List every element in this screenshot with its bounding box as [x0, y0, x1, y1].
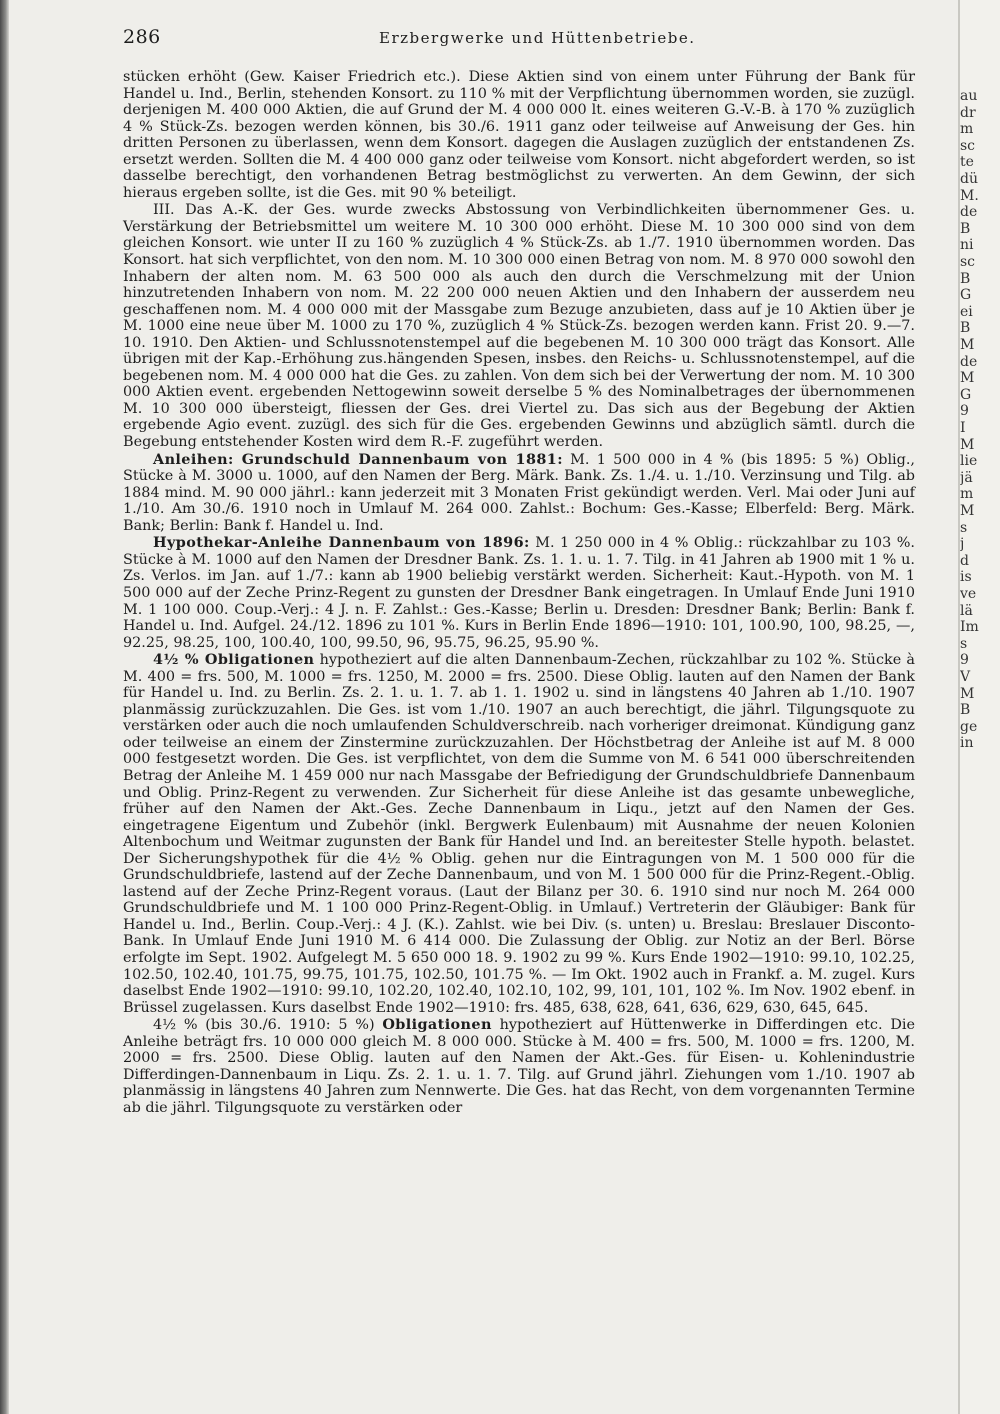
paragraph-text: M. 1 500 000 in 4 % (bis 1895: 5 %) Oblig., Stücke à M. 3000 u. 1000, auf den Namen der Berg. Märk. Bank. Zs. 1./4. u. 1./10. Verzinsung und Tilg. ab 1884 mind. M. 90 000 jährl.: kann jederzeit mit 3 Monaten Frist gekündigt werden. Verl. Mai oder Juni auf 1./10. Am 30./6. 1910 noch in Umlauf M. 264 000. Zahlst.: Bochum: Ges.-Kasse; Elberfeld: Berg. Märk. Bank; Berlin: Bank f. Handel u. Ind.	[123, 451, 916, 534]
adjacent-page-text-fragment: d	[960, 552, 969, 569]
running-title: Erzbergwerke und Hüttenbetriebe.	[379, 29, 696, 47]
adjacent-page-text-fragment: ge	[960, 718, 978, 735]
paragraph-obligationen-1	[123, 652, 915, 1016]
adjacent-page-text-fragment: V	[960, 669, 971, 685]
page-body	[123, 69, 915, 1116]
adjacent-page-text-fragment: M.	[960, 187, 979, 204]
adjacent-page-text-fragment: ni	[960, 237, 974, 254]
adjacent-page-text-fragment: sc	[960, 137, 976, 154]
section-heading: Anleihen: Grundschuld Dannenbaum von 1881:	[153, 450, 563, 468]
section-heading: Hypothekar-Anleihe Dannenbaum von 1896:	[153, 534, 530, 552]
adjacent-page-text-fragment: de	[960, 204, 978, 221]
adjacent-page-text-fragment: sc	[960, 254, 976, 270]
adjacent-page-text-fragment: dr	[960, 104, 976, 121]
paragraph-text: hypotheziert auf Hüttenwerke in Differdingen etc. Die Anleihe beträgt frs. 10 000 000 gleich M. 8 000 000. Stücke à M. 400 = frs. 500, M. 1000 = frs. 1200, M. 2000 = frs. 2500. Diese Oblig. lauten auf den Namen der Akt.-Ges. für Eisen- u. Kohlenindustrie Differdingen-Dannenbaum in Liqu. Zs. 2. 1. u. 1. 7. Tilg. auf Grund jährl. Ziehungen vom 1./10. 1907 ab planmässig in längstens 40 Jahren zum Nennwerte. Die Ges. hat das Recht, von dem vorgenannten Termine ab die jährl. Tilgungsquote zu verstärken oder	[123, 1017, 915, 1116]
book-page	[9, 0, 958, 1414]
page-number: 286	[123, 26, 161, 48]
paragraph-text: III. Das A.-K. der Ges. wurde zwecks Abstossung von Verbindlichkeiten übernommener Ges. u. Verstärkung der Betriebsmittel um weitere M. 10 300 000 erhöht. Diese M. 10 300 000 sind von dem gleichen Konsort. wie unter II zu 160 % zuzüglich 4 % Stück-Zs. ab 1./7. 1910 übernommen worden. Das Konsort. hat sich verpflichtet, von den nom. M. 10 300 000 einen Betrag von nom. M. 8 970 000 sowohl den Inhabern der alten nom. M. 63 500 000 als auch den durch die Verschmelzung mit der Union hinzutretenden Inhabern von nom. M. 22 200 000 neuen Aktien und den Inhabern der ausserdem neu geschaffenen nom. M. 4 000 000 mit der Massgabe zum Bezuge anzubieten, dass auf je 10 Aktien über je M. 1000 eine neue über M. 1000 zu 170 %, zuzüglich 4 % Stück-Zs. bezogen werden kann. Frist 20. 9.—7. 10. 1910. Den Aktien- und Schlussnotenstempel auf die begebenen M. 10 300 000 trägt das Konsort. Alle übrigen mit der Kap.-Erhöhung zus.hängenden Spesen, insbes. den Reichs- u. Schlussnotenstempel, auf die begebenen nom. M. 4 000 000 hat die Ges. zu zahlen. Von dem sich bei der Verwertung der nom. M. 10 300 000 Aktien event. ergebenden Nettogewinn soweit derselbe 5 % des Nominalbetrages der übernommenen M. 10 300 000 übersteigt, fliessen der Ges. drei Viertel zu. Das sich aus der Begebung der Aktien ergebende Agio event. zuzügl. des sich für die Ges. ergebenden Gewinns und abzüglich sämtl. durch die Begebung entstehender Kosten wird dem R.-F. zugeführt werden.	[123, 202, 915, 451]
adjacent-page-text-fragment: G	[960, 386, 972, 403]
adjacent-page-text-fragment: jä	[960, 469, 973, 486]
section-heading-prefix: 4½ % (bis 30./6. 1910: 5 %)	[153, 1017, 375, 1034]
adjacent-page-text-fragment: I	[960, 420, 966, 436]
adjacent-page-text-fragment: dü	[960, 171, 978, 187]
page-header	[123, 26, 923, 50]
adjacent-page-text-fragment: de	[960, 353, 978, 370]
adjacent-page-text-fragment: lie	[960, 453, 978, 470]
paragraph-anleihen	[123, 452, 915, 535]
adjacent-page-text-fragment: s	[960, 519, 968, 536]
adjacent-page-text-fragment: in	[960, 735, 974, 752]
adjacent-page-text-fragment: B	[960, 702, 971, 719]
adjacent-page-text-fragment: m	[960, 121, 974, 138]
adjacent-page-text-fragment: ei	[960, 303, 973, 320]
adjacent-page-text-fragment: B	[960, 270, 971, 287]
paragraph-capital-increase-iii	[123, 202, 915, 450]
adjacent-page-text-fragment: G	[960, 287, 972, 304]
adjacent-page-text-fragment: B	[960, 320, 971, 337]
adjacent-page-fragment	[958, 0, 1000, 1414]
adjacent-page-text-fragment: lä	[960, 602, 973, 619]
adjacent-page-text-fragment: M	[960, 503, 975, 519]
scan-left-edge	[0, 0, 9, 1414]
adjacent-page-text-fragment: s	[960, 635, 968, 652]
adjacent-page-text-fragment: m	[960, 486, 974, 503]
adjacent-page-text-fragment: j	[960, 536, 965, 553]
paragraph-text: hypotheziert auf die alten Dannenbaum-Zechen, rückzahlbar zu 102 %. Stücke à M. 400 = frs. 500, M. 1000 = frs. 1250, M. 2000 = frs. 2500. Diese Oblig. lauten auf den Namen der Bank für Handel u. Ind. zu Berlin. Zs. 2. 1. u. 1. 7. ab 1. 1. 1902 u. sind in längstens 40 Jahren ab 1./10. 1907 planmässig zurückzuzahlen. Die Ges. ist vom 1./10. 1907 an auch berechtigt, die jährl. Tilgungsquote zu verstärken oder auch die noch umlaufenden Schuldverschreib. nach vorheriger dreimonat. Kündigung ganz oder teilweise an einem der Zinstermine zurückzuzahlen. Der Höchstbetrag der Anleihe ist auf M. 8 000 000 festgesetzt worden. Die Ges. ist verpflichtet, von dem die Summe von M. 6 541 000 überschreitenden Betrag der Anleihe M. 1 459 000 nur nach Massgabe der Befriedigung der Grundschuldbriefe Dannenbaum und Oblig. Prinz-Regent zu verwenden. Zur Sicherheit für diese Anleihe ist das gesamte unbewegliche, früher auf den Namen der Akt.-Ges. Zeche Dannenbaum in Liqu., jetzt auf den Namen der Ges. eingetragene Eigentum und Zubehör (inkl. Bergwerk Eulenbaum) mit Ausnahme der neuen Kolonien Altenbochum und Weitmar zugunsten der Bank für Handel und Ind. an bereitester Stelle hypoth. belastet. Der Sicherungshypothek für die 4½ % Oblig. gehen nur die Eintragungen von M. 1 500 000 für die Grundschuldbriefe, lastend auf der Zeche Dannenbaum, und von M. 1 500 000 für die Prinz-Regent.-Oblig. lastend auf der Zeche Prinz-Regent voraus. (Laut der Bilanz per 30. 6. 1910 sind nur noch M. 264 000 Grundschuldbriefe und M. 1 100 000 Prinz-Regent-Oblig. in Umlauf.) Vertreterin der Gläubiger: Bank für Handel u. Ind., Berlin. Coup.-Verj.: 4 J. (K.). Zahlst. wie bei Div. (s. unten) u. Breslau: Breslauer Disconto-Bank. In Umlauf Ende Juni 1910 M. 6 414 000. Die Zulassung der Oblig. zur Notiz an der Berl. Börse erfolgte im Sept. 1902. Aufgelegt M. 5 650 000 18. 9. 1902 zu 99 %. Kurs Ende 1902—1910: 99.10, 102.25, 102.50, 102.40, 101.75, 99.75, 101.75, 102.50, 101.75 %. — Im Okt. 1902 auch in Frankf. a. M. zugel. Kurs daselbst Ende 1902—1910: 99.10, 102.20, 102.40, 102.10, 102, 99, 101, 101, 102 %. Im Nov. 1902 ebenf. in Brüssel zugelassen. Kurs daselbst Ende 1902—1910: frs. 485, 638, 628, 641, 636, 629, 630, 645, 645.	[123, 652, 916, 1016]
adjacent-page-text-fragment: ve	[960, 586, 977, 602]
section-heading: Obligationen	[382, 1016, 492, 1034]
adjacent-page-text-fragment: te	[960, 154, 974, 171]
adjacent-page-text-fragment: M	[960, 436, 975, 453]
paragraph-text: M. 1 250 000 in 4 % Oblig.: rückzahlbar zu 103 %. Stücke à M. 1000 auf den Namen der Dresdner Bank. Zs. 1. 1. u. 1. 7. Tilg. in 41 Jahren ab 1900 mit 1 % u. Zs. Verlos. im Jan. auf 1./7.: kann ab 1900 beliebig verstärkt werden. Sicherheit: Kaut.-Hypoth. von M. 1 500 000 auf der Zeche Prinz-Regent zu gunsten der Dresdner Bank eingetragen. In Umlauf Ende Juni 1910 M. 1 100 000. Coup.-Verj.: 4 J. n. F. Zahlst.: Ges.-Kasse; Berlin u. Dresden: Dresdner Bank; Berlin: Bank f. Handel u. Ind. Aufgel. 24./12. 1896 zu 101 %. Kurs in Berlin Ende 1896—1910: 101, 100.90, 100, 98.25, —, 92.25, 98.25, 100, 100.40, 100, 99.50, 96, 95.75, 96.25, 95.90 %.	[123, 535, 915, 651]
paragraph-text: stücken erhöht (Gew. Kaiser Friedrich etc.). Diese Aktien sind von einem unter Führung der Bank für Handel u. Ind., Berlin, stehenden Konsort. zu 110 % mit der Verpflichtung übernommen worden, sie zuzügl. derjenigen M. 400 000 Aktien, die auf Grund der M. 4 000 000 lt. eines weiteren G.-V.-B. à 170 % zuzüglich 4 % Stück-Zs. bezogen werden können, bis 30./6. 1911 ganz oder teilweise auf Anweisung der Ges. hin dritten Personen zu überlassen, wenn dem Konsort. dagegen die Auslagen zuzüglich der entstandenen Zs. ersetzt werden. Sollten die M. 4 400 000 ganz oder teilweise vom Konsort. nicht abgefordert werden, so ist dasselbe berechtigt, den vorhandenen Betrag bestmöglichst zu verwerten. An dem Gewinn, der sich hieraus ergeben sollte, ist die Ges. mit 90 % beteiligt.	[123, 69, 915, 201]
section-heading: 4½ % Obligationen	[153, 651, 315, 669]
paragraph-hypothekar-anleihe	[123, 535, 915, 651]
adjacent-page-text-fragment: is	[960, 569, 972, 586]
adjacent-page-text-fragment: 9	[960, 652, 969, 669]
paragraph-obligationen-2	[123, 1017, 915, 1116]
adjacent-page-text-fragment: B	[960, 220, 971, 237]
adjacent-page-text-fragment: 9	[960, 403, 969, 420]
paragraph-continuation	[123, 69, 915, 201]
adjacent-page-text-fragment: M	[960, 337, 975, 353]
adjacent-page-text-fragment: M	[960, 685, 975, 702]
adjacent-page-text-fragment: au	[960, 88, 978, 104]
adjacent-page-text-fragment: M	[960, 370, 975, 387]
adjacent-page-text-fragment: Im	[960, 619, 979, 636]
